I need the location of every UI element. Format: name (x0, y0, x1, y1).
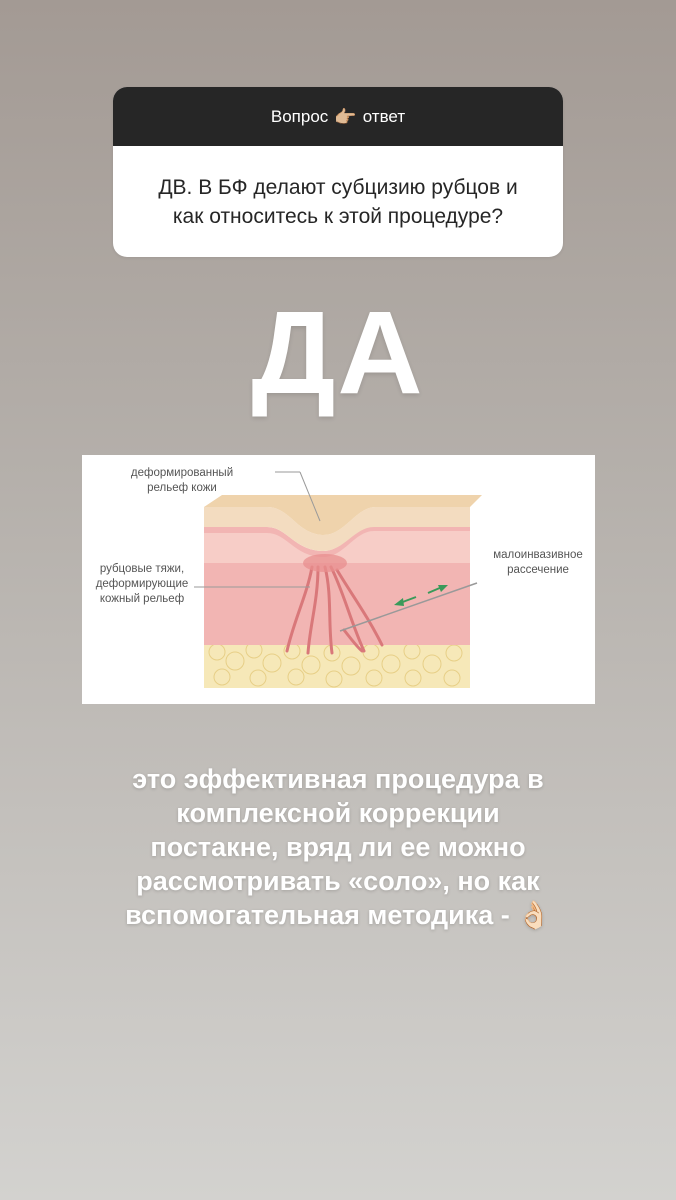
caption-line-4: рассмотривать «соло», но как (136, 866, 540, 896)
answer-caption (60, 762, 616, 932)
subcision-diagram (82, 455, 595, 704)
caption-line-5-wrap (60, 898, 616, 932)
header-answer-label: ответ (362, 106, 406, 126)
question-line-2: как относитесь к этой процедуре? (172, 204, 504, 228)
question-line-1: ДВ. В БФ делают субцизию рубцов и (158, 175, 518, 199)
label-incision-2: рассечение (507, 564, 569, 576)
question-box (113, 87, 563, 257)
caption-line-1: это эффективная процедура в (132, 764, 544, 794)
question-box-header (113, 87, 563, 146)
label-relief-1: деформированный (130, 467, 234, 479)
label-cords-2: деформирующие (95, 578, 189, 590)
header-question-label: Вопрос (270, 106, 329, 126)
question-text (113, 146, 563, 257)
caption-line-3: постакне, вряд ли ее можно (150, 832, 526, 862)
ok-hand-icon: 👌🏻 (517, 900, 551, 930)
caption-line-2: комплексной коррекции (176, 798, 500, 828)
skin-diagram-svg (82, 455, 595, 704)
label-cords-1: рубцовые тяжи, (99, 563, 185, 575)
caption-line-5: вспомогательная методика - (125, 900, 510, 930)
label-cords-3: кожный рельеф (99, 593, 185, 605)
pointing-finger-icon: 👉🏼 (334, 106, 357, 127)
scar-core (303, 554, 347, 572)
label-relief-2: рельеф кожи (147, 482, 217, 494)
label-incision-1: малоинвазивное (493, 549, 583, 561)
answer-title: ДА (251, 287, 425, 419)
